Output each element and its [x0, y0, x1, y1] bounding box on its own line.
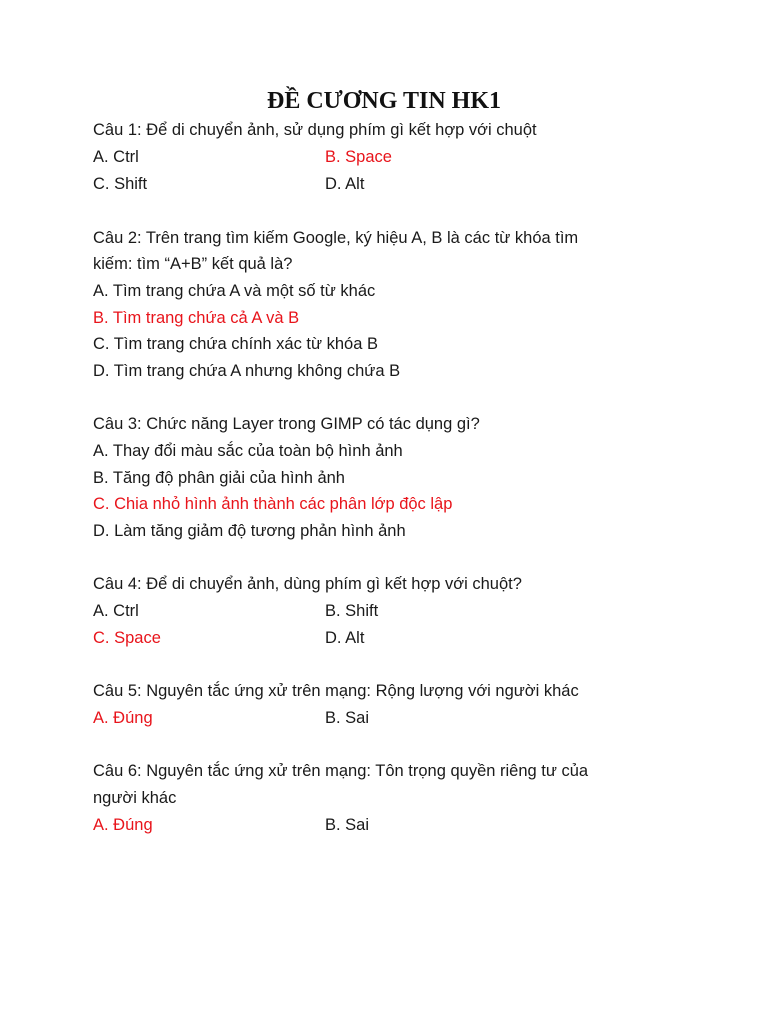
question-6-prompt-line-2: người khác: [93, 789, 177, 807]
question-1-option-c: C. Shift: [93, 175, 148, 193]
question-5-prompt: Câu 5: Nguyên tắc ứng xử trên mạng: Rộng lượng với người khác: [93, 682, 579, 700]
question-2-option-a: A. Tìm trang chứa A và một số từ khác: [93, 282, 376, 300]
question-3-prompt: Câu 3: Chức năng Layer trong GIMP có tác dụng gì?: [93, 415, 480, 433]
question-2-option-d: D. Tìm trang chứa A nhưng không chứa B: [93, 362, 401, 380]
question-2-option-c: C. Tìm trang chứa chính xác từ khóa B: [93, 335, 378, 353]
question-3-option-c-correct: C. Chia nhỏ hình ảnh thành các phân lớp độc lập: [93, 495, 453, 513]
question-1-option-a: A. Ctrl: [93, 148, 139, 166]
question-4-option-c-correct: C. Space: [93, 629, 161, 647]
question-4-option-a: A. Ctrl: [93, 602, 139, 620]
question-2-prompt-line-2: kiếm: tìm “A+B” kết quả là?: [93, 255, 293, 273]
question-5-option-a-correct: A. Đúng: [93, 709, 153, 727]
question-1-option-d: D. Alt: [325, 175, 365, 193]
question-6-option-b: B. Sai: [325, 816, 370, 834]
question-5-option-b: B. Sai: [325, 709, 370, 727]
question-2-option-b-correct: B. Tìm trang chứa cả A và B: [93, 309, 300, 327]
question-2-prompt-line-1: Câu 2: Trên trang tìm kiếm Google, ký hiệu A, B là các từ khóa tìm: [93, 229, 579, 247]
question-4-option-b: B. Shift: [325, 602, 379, 620]
question-3-option-b: B. Tăng độ phân giải của hình ảnh: [93, 469, 345, 487]
question-4-option-d: D. Alt: [325, 629, 365, 647]
question-1-prompt: Câu 1: Để di chuyển ảnh, sử dụng phím gì kết hợp với chuột: [93, 121, 537, 139]
question-3-option-a: A. Thay đổi màu sắc của toàn bộ hình ảnh: [93, 442, 403, 460]
question-4-prompt: Câu 4: Để di chuyển ảnh, dùng phím gì kết hợp với chuột?: [93, 575, 522, 593]
question-6-option-a-correct: A. Đúng: [93, 816, 153, 834]
question-6-prompt-line-1: Câu 6: Nguyên tắc ứng xử trên mạng: Tôn trọng quyền riêng tư của: [93, 762, 589, 780]
document-title: ĐỀ CƯƠNG TIN HK1: [266, 88, 502, 114]
question-3-option-d: D. Làm tăng giảm độ tương phản hình ảnh: [93, 522, 406, 540]
question-1-option-b-correct: B. Space: [325, 148, 392, 166]
